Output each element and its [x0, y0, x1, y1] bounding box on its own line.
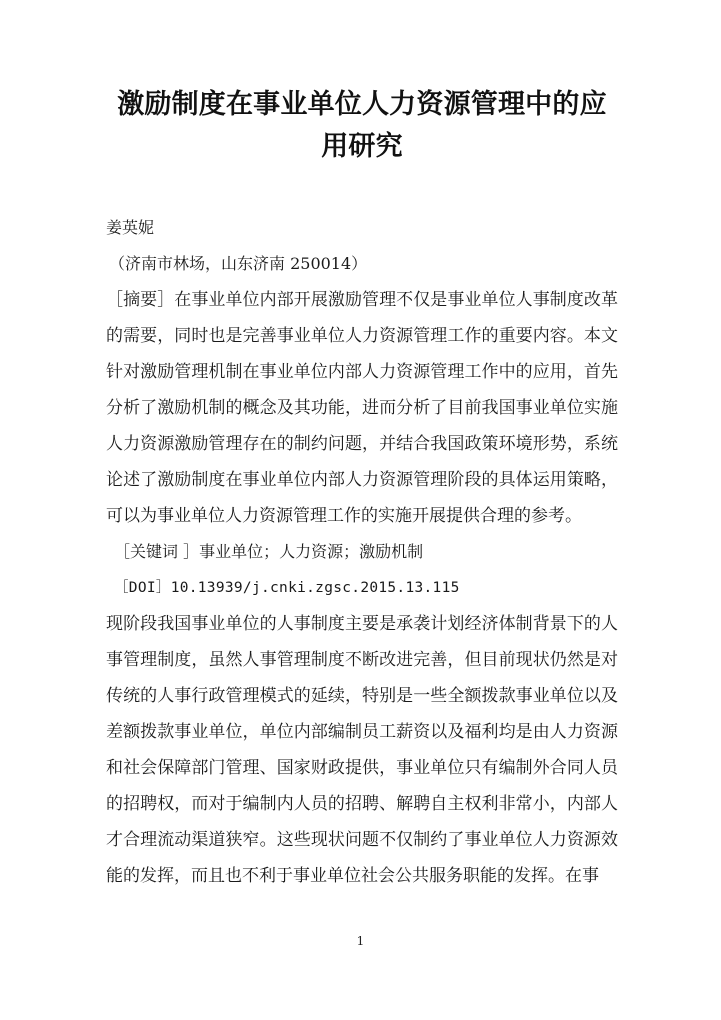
abstract-text: ［摘要］在事业单位内部开展激励管理不仅是事业单位人事制度改革的需要，同时也是完善事业单位人力资源管理工作的重要内容。本文针对激励管理机制在事业单位内部人力资源管理工作中的应用，首先分析了激励机制的概念及其功能，进而分析了目前我国事业单位实施人力资源激励管理存在的制约问题，并结合我国政策环境形势，系统论述了激励制度在事业单位内部人力资源管理阶段的具体运用策略，可以为事业单位人力资源管理工作的实施开展提供合理的参考。: [106, 290, 618, 526]
page-content-column: [106, 0, 618, 894]
keywords-text: ［关键词 ］事业单位；人力资源；激励机制: [114, 542, 424, 561]
body-paragraph: 现阶段我国事业单位的人事制度主要是承袭计划经济体制背景下的人事管理制度，虽然人事管理制度不断改进完善，但目前现状仍然是对传统的人事行政管理模式的延续，特别是一些全额拨款事业单位以及差额拨款事业单位，单位内部编制员工薪资以及福利均是由人力资源和社会保障部门管理、国家财政提供，事业单位只有编制外合同人员的招聘权，而对于编制内人员的招聘、解聘自主权利非常小，内部人才合理流动渠道狭窄。这些现状问题不仅制约了事业单位人力资源效能的发挥，而且也不利于事业单位社会公共服务职能的发挥。在事: [106, 614, 618, 886]
page-number: 1: [356, 934, 365, 948]
page-footer: [0, 930, 721, 949]
page-title: 激励制度在事业单位人力资源管理中的应用研究: [117, 89, 607, 162]
author-name: 姜英妮: [106, 218, 155, 237]
doi-text: ［DOI］10.13939/j.cnki.zgsc.2015.13.115: [114, 580, 460, 596]
author-affiliation: （济南市林场，山东济南 250014）: [109, 254, 368, 273]
